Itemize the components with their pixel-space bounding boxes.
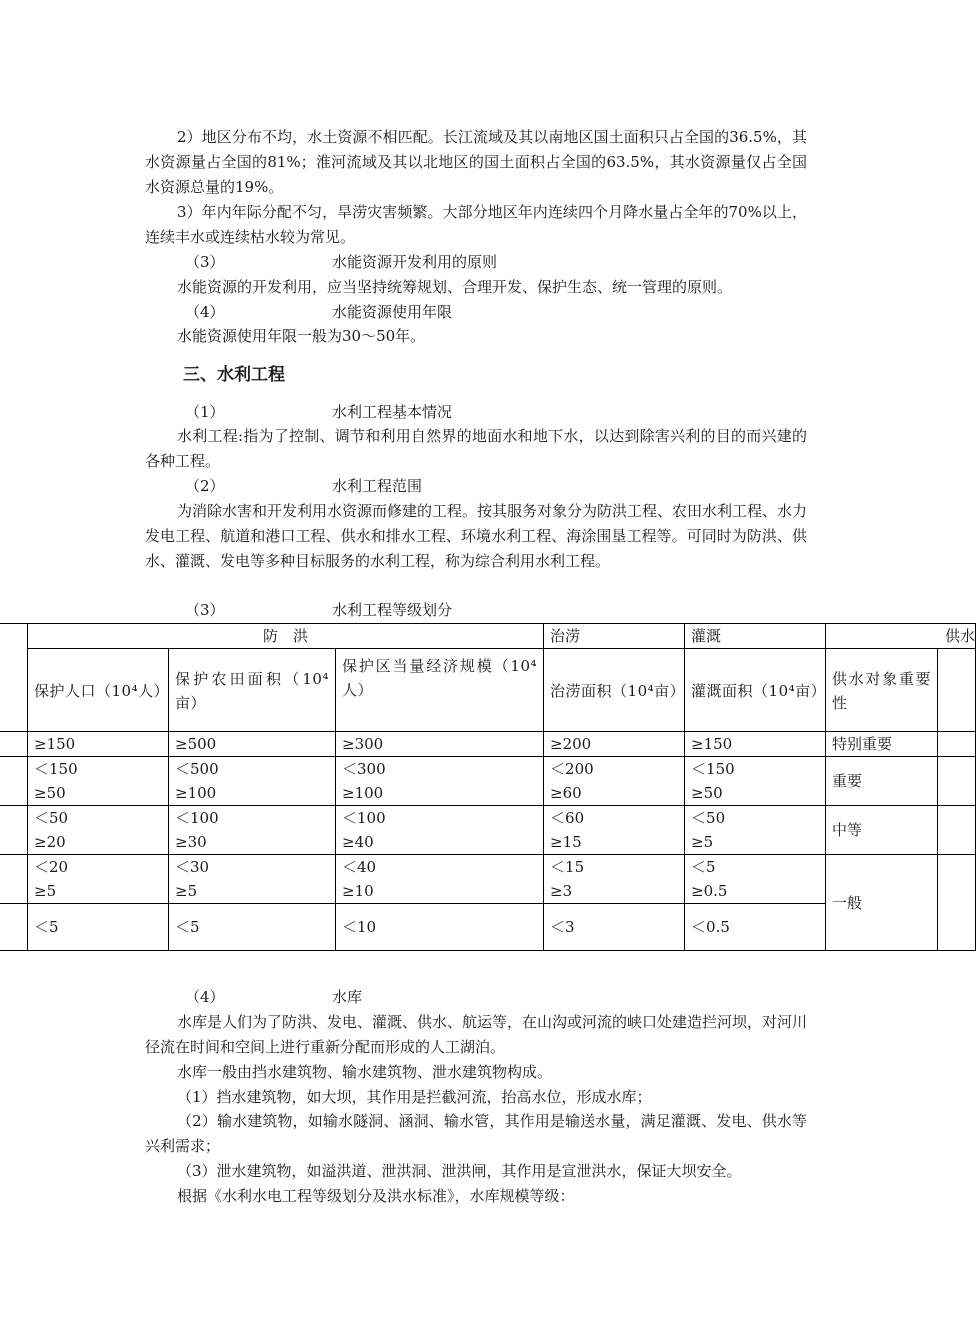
cell-text: ≥50 [34,784,66,802]
table-cell [544,904,685,951]
cell-text: ＜5 [691,858,716,876]
table-band-row [0,624,976,649]
cell-text: ＜10 [342,918,377,936]
table-cell [28,904,169,951]
table-row [0,855,976,904]
paragraph-principle: 水能资源的开发利用，应当坚持统筹规划、合理开发、保护生态、统一管理的原则。 [177,278,733,296]
cell-text: ＜150 [691,760,735,778]
table-cell-clipped [938,649,976,732]
cell-text: ≥5 [34,882,57,900]
cell-text: ≥300 [342,735,384,753]
paragraph-scale-standard: 根据《水利水电工程等级划分及洪水标准》，水库规模等级： [177,1187,575,1205]
cell-text: ≥5 [175,882,198,900]
table-header-irrigation-area: 灌溉面积（10⁴亩） [685,649,826,732]
cell-text: ＜40 [342,858,377,876]
cell-text: ≥15 [550,833,582,851]
table-cell [544,757,685,806]
table-cell [28,855,169,904]
subheading-grade-classification [185,598,745,623]
cell-text: ＜100 [175,809,219,827]
cell-text: ＜3 [550,918,575,936]
table-cell [336,806,544,855]
table-header-supply: 供水 [826,624,976,649]
cell-text: ≥0.5 [691,882,728,900]
cell-text: ＜0.5 [691,918,730,936]
cell-text [0,640,21,664]
subheading-title: 水库 [332,988,363,1006]
table-cell [0,732,28,757]
table-cell [336,732,544,757]
subheading-scope [185,474,745,499]
paragraph-usage-period: 水能资源使用年限一般为30～50年。 [177,327,426,345]
table-cell: 特别重要 [826,732,938,757]
table-cell [28,732,169,757]
table-cell [0,757,28,806]
subheading-number: （4） [185,988,225,1006]
cell-text: ＜5 [34,918,59,936]
table-header-population: 保护人口（10⁴人） [28,649,169,732]
cell-text [0,676,21,700]
table-header-drainage-area: 治涝面积（10⁴亩） [544,649,685,732]
table-cell: 重要 [826,757,938,806]
paragraph-retaining-structure: （1）挡水建筑物，如大坝，其作用是拦截河流，抬高水位，形成水库； [177,1088,652,1106]
table-cell [169,904,336,951]
subheading-development-principle [185,250,745,275]
cell-text: ＜20 [34,858,69,876]
cell-text: ＜500 [175,760,219,778]
cell-text: ＜200 [550,760,594,778]
paragraph-conveyance-structure: （2）输水建筑物，如输水隧洞、涵洞、输水管，其作用是输送水量，满足灌溉、发电、供水等兴利需求； [145,1112,807,1155]
cell-text: ≥50 [691,784,723,802]
table-cell [544,855,685,904]
table-row [0,732,976,757]
table-cell [685,757,826,806]
table-row [0,806,976,855]
subheading-usage-period [185,300,745,325]
subheading-title: 水利工程等级划分 [332,601,453,619]
table-cell [685,855,826,904]
table-header-supply-importance: 供水对象重要性 [826,649,938,732]
cell-text: ≥150 [691,735,733,753]
cell-text: ＜30 [175,858,210,876]
table-cell-reservoir [0,624,28,732]
table-header-farmland: 保护农田面积（10⁴亩） [169,649,336,732]
table-header-drainage: 治涝 [544,624,685,649]
table-header-row [0,649,976,732]
cell-text: ＜50 [34,809,69,827]
table-cell [0,806,28,855]
table-cell [336,757,544,806]
table-cell [685,806,826,855]
table-cell [28,806,169,855]
cell-text: ＜60 [550,809,585,827]
table-row [0,757,976,806]
subheading-number: （3） [185,601,225,619]
cell-text: ＜50 [691,809,726,827]
subheading-reservoir [185,985,745,1010]
subheading-basic-info [185,400,745,425]
subheading-title: 水能资源使用年限 [332,303,453,321]
subheading-title: 水利工程范围 [332,477,423,495]
cell-text: ＜150 [34,760,78,778]
paragraph-reservoir-composition: 水库一般由挡水建筑物、输水建筑物、泄水建筑物构成。 [177,1063,553,1081]
paragraph-seasonal-distribution: 3）年内年际分配不匀，旱涝灾害频繁。大部分地区年内连续四个月降水量占全年的70%以上，连续丰水或连续枯水较为常见。 [145,203,807,246]
paragraph-definition: 水利工程:指为了控制、调节和利用自然界的地面水和地下水，以达到除害兴利的目的而兴建的各种工程。 [145,427,807,470]
subheading-title: 水利工程基本情况 [332,403,453,421]
table-cell [169,757,336,806]
subheading-number: （3） [185,253,225,271]
grade-table [0,623,976,951]
table-cell: 一般 [826,855,938,951]
table-cell-clipped [938,855,976,951]
paragraph-water-distribution: 2）地区分布不均，水土资源不相匹配。长江流域及其以南地区国土面积只占全国的36.5%，其水资源量占全国的81%；淮河流域及其以北地区的国土面积占全国的63.5%，其水资源量仅占全国水资源总量的19%。 [145,128,807,196]
cell-text: ＜15 [550,858,585,876]
table-cell-clipped [938,757,976,806]
paragraph-reservoir-definition: 水库是人们为了防洪、发电、灌溉、供水、航运等，在山沟或河流的峡口处建造拦河坝，对河川径流在时间和空间上进行重新分配而形成的人工湖泊。 [145,1013,808,1056]
table-cell-clipped [938,806,976,855]
table-cell [685,904,826,951]
table-cell [0,855,28,904]
table-cell [544,732,685,757]
table-cell [169,855,336,904]
subheading-number: （1） [185,403,225,421]
cell-text: ≥3 [550,882,573,900]
subheading-number: （2） [185,477,225,495]
table-header-economic-scale: 保护区当量经济规模（10⁴人） [336,649,544,732]
cell-text: ≥10 [342,882,374,900]
cell-text: ≥100 [175,784,217,802]
cell-text: ≥150 [34,735,76,753]
cell-text: ≥5 [691,833,714,851]
subheading-number: （4） [185,303,225,321]
cell-text: ≥30 [175,833,207,851]
cell-text: ≥60 [550,784,582,802]
cell-text: ≥40 [342,833,374,851]
cell-text: ≥200 [550,735,592,753]
table-cell [169,806,336,855]
cell-text: ＜5 [175,918,200,936]
table-cell [169,732,336,757]
table-cell [685,732,826,757]
table-cell [336,904,544,951]
table-cell: 中等 [826,806,938,855]
cell-text: ＜300 [342,760,386,778]
cell-text: ≥20 [34,833,66,851]
subheading-title: 水能资源开发利用的原则 [332,253,498,271]
section-heading: 三、水利工程 [183,365,285,385]
table-cell [0,904,28,951]
table-cell [28,757,169,806]
table-cell-clipped [938,732,976,757]
table-cell [544,806,685,855]
cell-text: ≥100 [342,784,384,802]
paragraph-scope: 为消除水害和开发利用水资源而修建的工程。按其服务对象分为防洪工程、农田水利工程、水力发电工程、航道和港口工程、供水和排水工程、环境水利工程、海涂围垦工程等。可同时为防洪、供水、灌溉、发电等多种目标服务的水利工程，称为综合利用水利工程。 [145,502,808,570]
table-header-flood: 防 洪 [28,624,544,649]
table-cell [336,855,544,904]
cell-text: ＜100 [342,809,386,827]
cell-text: ≥500 [175,735,217,753]
table-header-irrigation: 灌溉 [685,624,826,649]
paragraph-discharge-structure: （3）泄水建筑物，如溢洪道、泄洪洞、泄洪闸，其作用是宣泄洪水，保证大坝安全。 [177,1162,742,1180]
